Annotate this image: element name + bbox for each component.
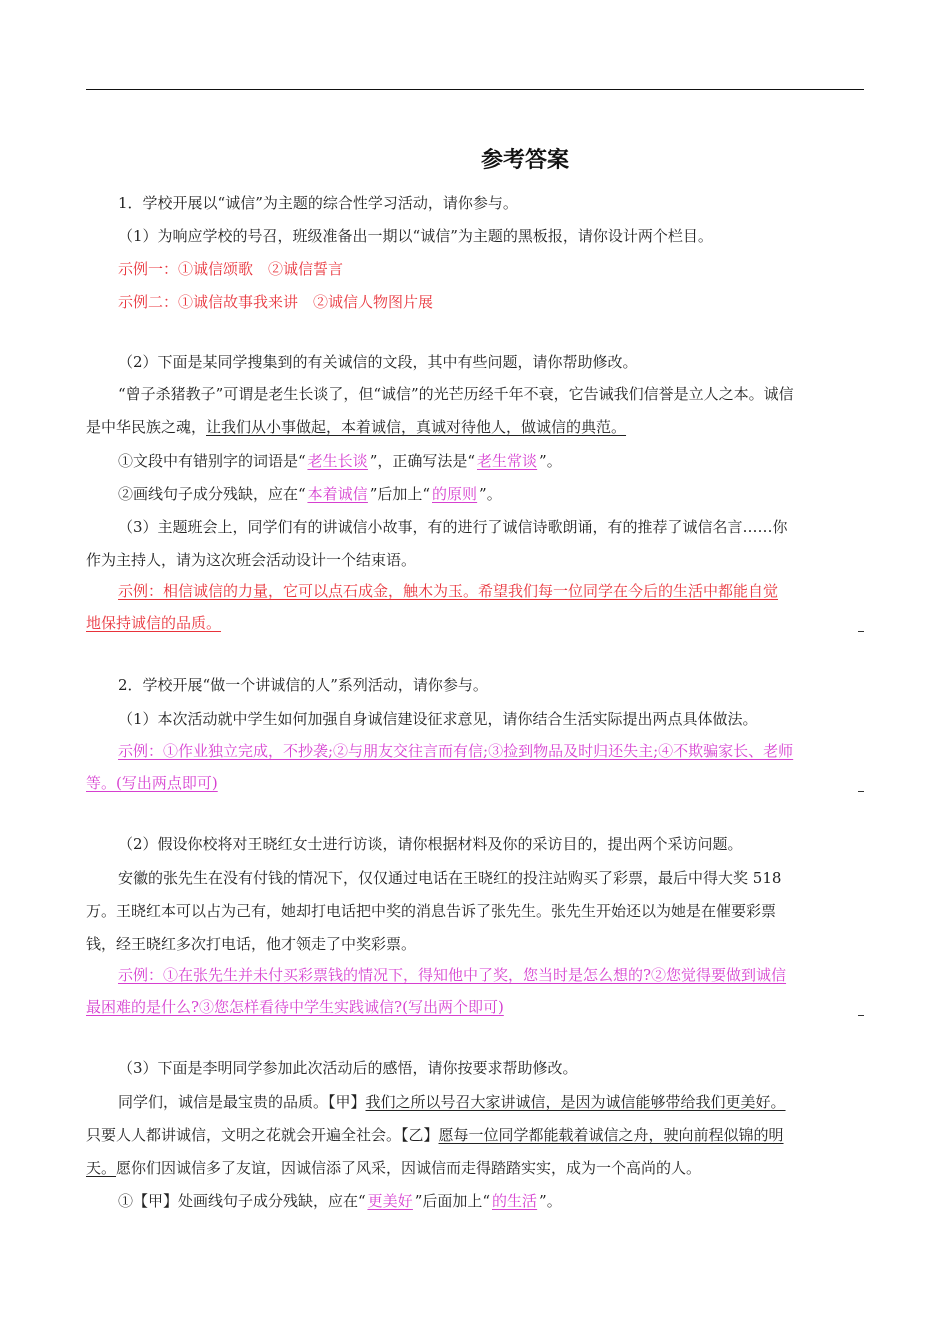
q2-part1: （1）本次活动就中学生如何加强自身诚信建设征求意见，请你结合生活实际提出两点具体做法。 [118,710,758,728]
q2-stem: 2．学校开展“做一个讲诚信的人”系列活动，请你参与。 [118,676,488,694]
q1-example-1: 示例一：①诚信颂歌 ②诚信誓言 [118,260,344,278]
underlined-sentence: 让我们从小事做起，本着诚信，真诚对待他人，做诚信的典范。 [206,418,627,436]
answer-position-word: 更美好 [367,1192,413,1210]
q1-example-2: 示例二：①诚信故事我来讲 ②诚信人物图片展 [118,293,434,311]
q1-fill-1: ①文段中有错别字的词语是“ 老生长谈 ”，正确写法是“ 老生常谈 ”。 [118,452,562,470]
q2-answer2-line1: 示例：①在张先生并未付买彩票钱的情况下，得知他中了奖，您当时是怎么想的?②您觉得要做到诚信 [118,966,787,984]
line-end-mark [858,791,864,792]
q1-part2: （2）下面是某同学搜集到的有关诚信的文段，其中有些问题，请你帮助修改。 [118,353,638,371]
q1-fill-2: ②画线句子成分残缺，应在“ 本着诚信 ”后加上“ 的原则 ”。 [118,485,502,503]
line-end-mark [858,1015,864,1016]
q1-passage-line2: 是中华民族之魂，让我们从小事做起，本着诚信，真诚对待他人，做诚信的典范。 [86,418,627,436]
page-title: 参考答案 [480,148,569,173]
q1-part3-line2: 作为主持人，请为这次班会活动设计一个结束语。 [86,551,417,569]
q2-passage-line1: 同学们，诚信是最宝贵的品质。【甲】我们之所以号召大家讲诚信，是因为诚信能够带给我们更美好。 [118,1093,786,1111]
q1-part1: （1）为响应学校的号召，班级准备出一期以“诚信”为主题的黑板报，请你设计两个栏目。 [118,227,713,245]
q2-answer1-line2: 等。(写出两点即可) [86,774,218,792]
underlined-sentence-jia: 我们之所以号召大家讲诚信，是因为诚信能够带给我们更美好。 [365,1093,786,1111]
q2-material-line1: 安徽的张先生在没有付钱的情况下，仅仅通过电话在王晓红的投注站购买了彩票，最后中得大奖 518 [118,869,782,887]
q2-passage-line3: 天。愿你们因诚信多了友谊，因诚信添了风采，因诚信而走得踏踏实实，成为一个高尚的人。 [86,1159,702,1177]
q1-answer3-line2: 地保持诚信的品质。 [86,614,222,632]
q1-passage-line1: “曾子杀猪教子”可谓是老生长谈了，但“诚信”的光芒历经千年不衰，它告诫我们信誉是立人之本。诚信 [118,385,794,403]
q2-fill: ①【甲】处画线句子成分残缺，应在“ 更美好 ”后面加上“ 的生活 ”。 [118,1192,562,1210]
q1-part3-line1: （3）主题班会上，同学们有的讲诚信小故事，有的进行了诚信诗歌朗诵，有的推荐了诚信名言……你 [118,518,788,536]
answer-added-word: 的原则 [432,485,478,503]
answer-correct-word: 老生常谈 [477,452,538,470]
q2-answer1-line1: 示例：①作业独立完成，不抄袭;②与朋友交往言而有信;③捡到物品及时归还失主;④不欺骗家长、老师 [118,742,794,760]
line-end-mark [858,631,864,632]
answer-position-word: 本着诚信 [307,485,368,503]
q2-passage-line2: 只要人人都讲诚信，文明之花就会开遍全社会。【乙】愿每一位同学都能载着诚信之舟，驶向前程似锦的明 [86,1126,784,1144]
underlined-sentence-yi: 愿每一位同学都能载着诚信之舟，驶向前程似锦的明 [438,1126,784,1144]
q2-material-line3: 钱，经王晓红多次打电话，他才领走了中奖彩票。 [86,935,417,953]
q1-answer3-line1: 示例：相信诚信的力量，它可以点石成金，触木为玉。希望我们每一位同学在今后的生活中都能自觉 [118,582,779,600]
answer-wrong-word: 老生长谈 [307,452,368,470]
q1-stem: 1．学校开展以“诚信”为主题的综合性学习活动，请你参与。 [118,194,518,212]
top-rule [86,89,864,90]
q2-answer2-line2: 最困难的是什么?③您怎样看待中学生实践诚信?(写出两个即可) [86,998,504,1016]
answer-added-word: 的生活 [492,1192,538,1210]
q2-part2: （2）假设你校将对王晓红女士进行访谈，请你根据材料及你的采访目的，提出两个采访问题。 [118,835,743,853]
q2-material-line2: 万。王晓红本可以占为己有，她却打电话把中奖的消息告诉了张先生。张先生开始还以为她是在催要彩票 [86,902,777,920]
q2-part3: （3）下面是李明同学参加此次活动后的感悟，请你按要求帮助修改。 [118,1059,578,1077]
